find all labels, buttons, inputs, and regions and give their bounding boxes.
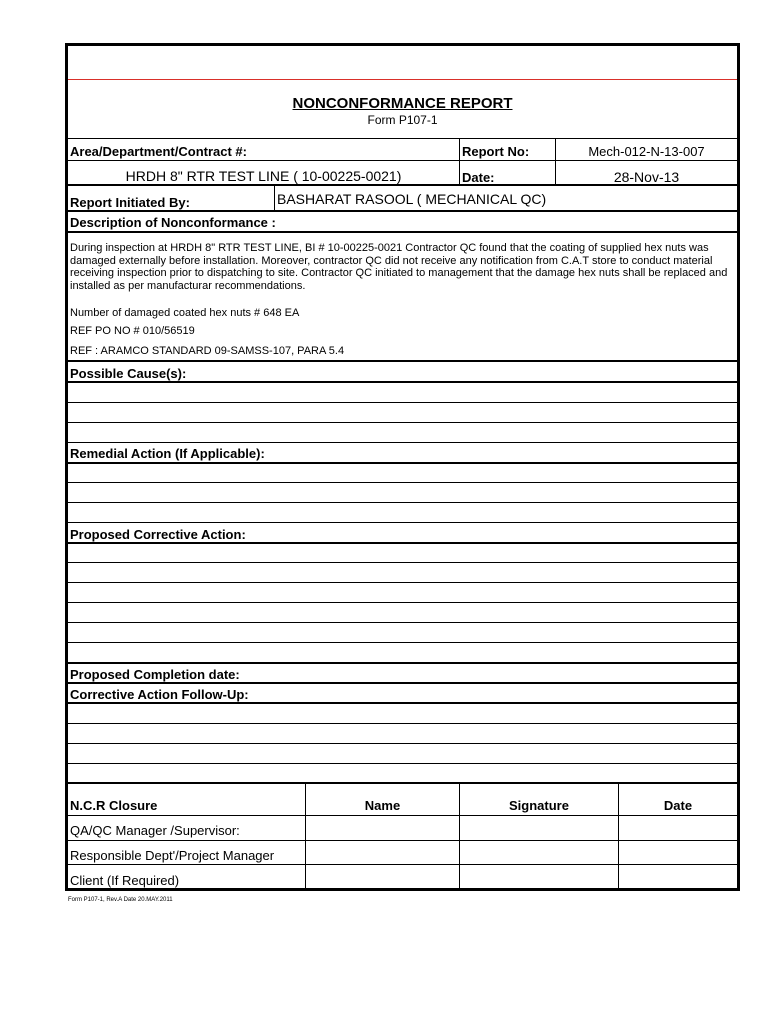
divider (68, 160, 737, 161)
divider (68, 542, 737, 544)
divider (68, 462, 737, 464)
row-line (68, 562, 737, 563)
closure-heading: N.C.R Closure (70, 798, 158, 813)
row-line (68, 743, 737, 744)
damaged-count-line: Number of damaged coated hex nuts # 648 EA (70, 307, 300, 319)
closure-row-client: Client (If Required) (70, 873, 180, 888)
row-line (68, 582, 737, 583)
row-line (68, 502, 737, 503)
corrective-action-label: Proposed Corrective Action: (70, 527, 246, 542)
row-line (68, 763, 737, 764)
divider (68, 662, 737, 664)
possible-causes-label: Possible Cause(s): (70, 366, 187, 381)
report-no-value: Mech-012-N-13-007 (588, 144, 705, 159)
row-line (68, 840, 737, 841)
divider (68, 682, 737, 684)
description-label: Description of Nonconformance : (70, 215, 276, 230)
initiated-value: BASHARAT RASOOL ( MECHANICAL QC) (277, 191, 547, 207)
row-line (68, 864, 737, 865)
closure-col-signature: Signature (509, 798, 569, 813)
remedial-action-label: Remedial Action (If Applicable): (70, 446, 265, 461)
closure-col-date: Date (663, 798, 693, 813)
nonconformance-form (65, 43, 740, 891)
date-label: Date: (462, 170, 495, 185)
closure-row-responsible: Responsible Dept'/Project Manager (70, 848, 275, 863)
divider (68, 381, 737, 383)
row-line (68, 602, 737, 603)
form-footer: Form P107-1, Rev.A Date 20.MAY.2011 (68, 897, 173, 903)
divider (459, 138, 460, 184)
divider (68, 360, 737, 362)
date-value: 28-Nov-13 (613, 169, 680, 185)
report-no-label: Report No: (462, 144, 530, 159)
form-title: NONCONFORMANCE REPORT (292, 95, 513, 112)
row-line (68, 402, 737, 403)
row-line (68, 723, 737, 724)
closure-col-name: Name (364, 798, 401, 813)
area-label: Area/Department/Contract #: (70, 144, 247, 159)
completion-date-label: Proposed Completion date: (70, 667, 240, 682)
row-line (68, 522, 737, 523)
row-line (68, 642, 737, 643)
row-line (68, 815, 737, 816)
area-value: HRDH 8" RTR TEST LINE ( 10-00225-0021) (125, 168, 402, 184)
po-reference-line: REF PO NO # 010/56519 (70, 325, 195, 337)
divider (274, 186, 275, 210)
row-line (68, 622, 737, 623)
header-rule (68, 79, 737, 80)
divider (68, 782, 737, 784)
standard-reference-line: REF : ARAMCO STANDARD 09-SAMSS-107, PARA 5.4 (70, 345, 345, 357)
divider (68, 702, 737, 704)
row-line (68, 482, 737, 483)
initiated-label: Report Initiated By: (70, 195, 190, 210)
closure-row-qaqc: QA/QC Manager /Supervisor: (70, 823, 240, 838)
row-line (68, 442, 737, 443)
follow-up-label: Corrective Action Follow-Up: (70, 687, 249, 702)
form-number: Form P107-1 (367, 113, 438, 127)
description-paragraph: During inspection at HRDH 8" RTR TEST LINE, BI # 10-00225-0021 Contractor QC found that the coating of supplied hex nuts was damaged externally before installation. Moreover, contractor QC did not receive any notification from C.A.T store to conduct material receiving inspection prior to dispatching to site. Contractor QC initiated to management that the damage hex nuts shall be replaced and installed as per manufacturar recommendations. (70, 242, 728, 292)
divider (68, 231, 737, 233)
row-line (68, 422, 737, 423)
divider (68, 138, 737, 139)
divider (68, 210, 737, 212)
